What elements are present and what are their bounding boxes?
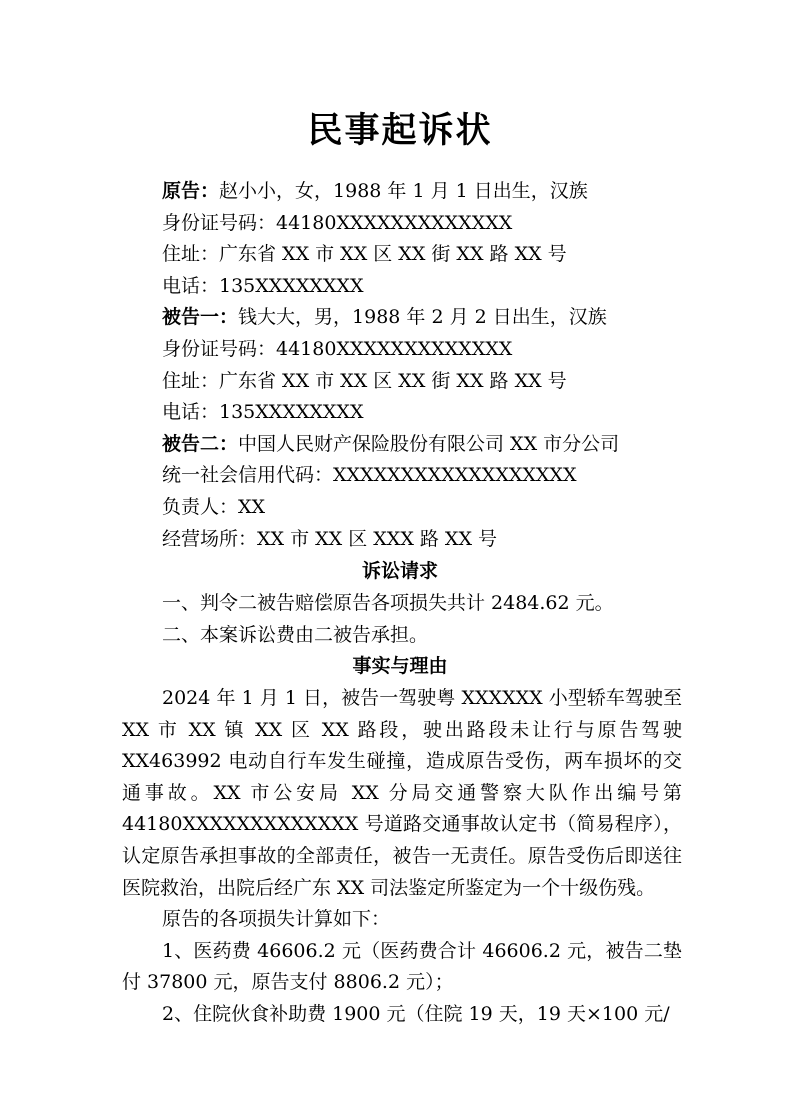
defendant2-line bbox=[162, 429, 722, 461]
claims-heading: 诉讼请求 bbox=[361, 560, 438, 582]
plaintiff-address-line: 住址：广东省 XX 市 XX 区 XX 街 XX 路 XX 号 bbox=[162, 243, 567, 266]
document-title: 民事起诉状 bbox=[307, 110, 493, 151]
plaintiff-label: 原告： bbox=[162, 180, 220, 202]
defendant2-info: 中国人民财产保险股份有限公司 XX 市分公司 bbox=[238, 432, 620, 455]
defendant1-phone-line: 电话：135XXXXXXXX bbox=[162, 401, 364, 424]
defendant2-credit-line: 统一社会信用代码：XXXXXXXXXXXXXXXXXX bbox=[162, 464, 577, 487]
claim-item-1: 一、判令二被告赔偿原告各项损失共计 2484.62 元。 bbox=[162, 592, 614, 614]
facts-paragraph-2: 原告的各项损失计算如下： bbox=[162, 908, 391, 931]
facts-heading: 事实与理由 bbox=[352, 655, 448, 677]
defendant2-person-line: 负责人：XX bbox=[162, 495, 266, 518]
defendant1-label: 被告一： bbox=[162, 306, 239, 329]
claim-item-2: 二、本案诉讼费由二被告承担。 bbox=[162, 623, 429, 646]
defendant1-id-line: 身份证号码：44180XXXXXXXXXXXXX bbox=[162, 337, 513, 360]
defendant2-place-line: 经营场所：XX 市 XX 区 XXX 路 XX 号 bbox=[162, 527, 498, 550]
claims-list bbox=[122, 588, 682, 651]
defendant1-info: 钱大大，男，1988 年 2 月 2 日出生，汉族 bbox=[238, 306, 607, 329]
facts-paragraph-3: 1、医药费 46606.2 元（医药费合计 46606.2 元，被告二垫付 37800 元，原告支付 8806.2 元）； bbox=[122, 939, 682, 994]
defendant2-label: 被告二： bbox=[162, 432, 239, 455]
plaintiff-phone-line: 电话：135XXXXXXXX bbox=[162, 274, 364, 297]
plaintiff-info: 赵小小，女，1988 年 1 月 1 日出生，汉族 bbox=[219, 180, 588, 202]
facts-body bbox=[122, 683, 682, 1031]
parties-section bbox=[162, 176, 722, 555]
facts-paragraph-1: 2024 年 1 月 1 日，被告一驾驶粤 XXXXXX 小型轿车驾驶至 XX 市 XX 镇 XX 区 XX 路段，驶出路段未让行与原告驾驶 XX463992 电动自行车发生碰撞，造成原告受伤，两车损坏的交通事故。XX 市公安局 XX 分局交通警察大队作出编号第 44180XXXXXXXXXXXXX 号道路交通事故认定书（简易程序），认定原告承担事故的全部责任，被告一无责任。原告受伤后即送往医院救治，出院后经广东 XX 司法鉴定所鉴定为一个十级伤残。 bbox=[122, 687, 682, 899]
defendant1-address-line: 住址：广东省 XX 市 XX 区 XX 街 XX 路 XX 号 bbox=[162, 369, 567, 392]
plaintiff-line bbox=[162, 176, 722, 208]
defendant1-line bbox=[162, 302, 722, 334]
facts-paragraph-4: 2、住院伙食补助费 1900 元（住院 19 天，19 天×100 元/ bbox=[162, 1002, 670, 1025]
plaintiff-id-line: 身份证号码：44180XXXXXXXXXXXXX bbox=[162, 211, 513, 234]
